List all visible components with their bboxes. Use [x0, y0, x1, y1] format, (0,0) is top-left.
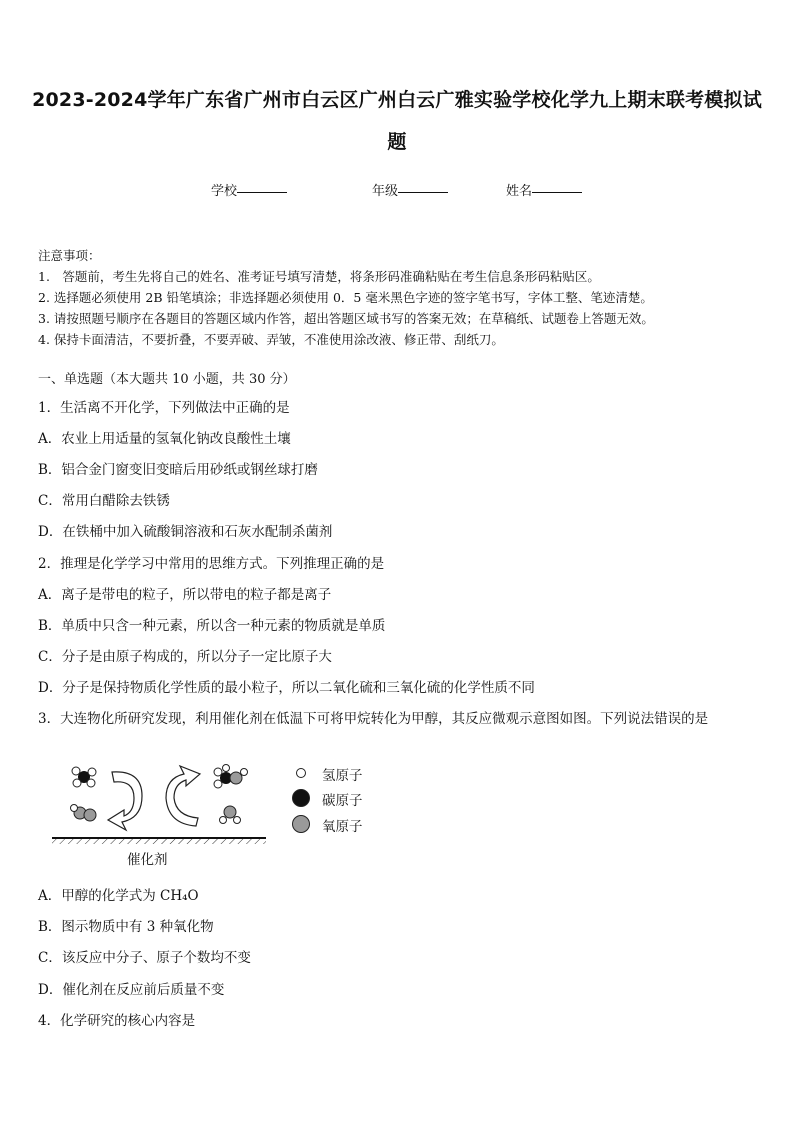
oxygen-molecule	[71, 805, 97, 822]
hydrogen-atom-icon	[296, 768, 306, 778]
answer-option: A．离子是带电的粒子，所以带电的粒子都是离子	[38, 587, 332, 603]
name-blank	[532, 180, 582, 193]
section-title: 一、单选题（本大题共 10 小题，共 30 分）	[38, 372, 296, 387]
answer-option: C．分子是由原子构成的，所以分子一定比原子大	[38, 649, 332, 665]
answer-option: C．该反应中分子、原子个数均不变	[38, 950, 251, 966]
notice-item: 1. 答题前，考生先将自己的姓名、准考证号填写清楚，将条形码准确粘贴在考生信息条形码粘贴区。	[38, 269, 600, 284]
notice-item: 4. 保持卡面清洁，不要折叠，不要弄破、弄皱，不准使用涂改液、修正带、刮纸刀。	[38, 332, 504, 347]
oxygen-atom-icon	[292, 815, 310, 833]
question-stem: 4．化学研究的核心内容是	[38, 1013, 196, 1029]
methane-molecule	[72, 767, 96, 787]
answer-option: B．铝合金门窗变旧变暗后用砂纸或钢丝球打磨	[38, 462, 318, 478]
question-stem: 3．大连物化所研究发现，利用催化剂在低温下可将甲烷转化为甲醇，其反应微观示意图如图。下列说法错误的是	[38, 711, 709, 727]
school-blank	[237, 180, 287, 193]
answer-option: D．分子是保持物质化学性质的最小粒子，所以二氧化硫和三氧化硫的化学性质不同	[38, 680, 535, 696]
answer-option: B．图示物质中有 3 种氧化物	[38, 919, 214, 935]
question-stem: 1．生活离不开化学，下列做法中正确的是	[38, 400, 290, 416]
school-field: 学校	[211, 180, 237, 199]
name-field: 姓名	[506, 180, 532, 199]
catalyst-surface	[52, 838, 266, 844]
answer-option: D．催化剂在反应前后质量不变	[38, 982, 225, 998]
catalyst-label: 催化剂	[127, 852, 168, 868]
methanol-molecule	[214, 765, 248, 789]
answer-option: B．单质中只含一种元素，所以含一种元素的物质就是单质	[38, 618, 386, 634]
answer-option: C．常用白醋除去铁锈	[38, 493, 170, 509]
answer-option: A．农业上用适量的氢氧化钠改良酸性土壤	[38, 431, 291, 447]
curved-arrow-icon	[166, 766, 200, 826]
title-line-2: 题	[387, 131, 407, 153]
question-stem: 2．推理是化学学习中常用的思维方式。下列推理正确的是	[38, 556, 385, 572]
exam-page: 2023-2024学年广东省广州市白云区广州白云广雅实验学校化学九上期末联考模拟试 题 学校 年级 姓名 注意事项： 1. 答题前，考生先将自己的姓名、准考证号填写清楚，将条形码准确粘贴在考生信息条形码粘贴区。 2. 选择题必须使用 2B 铅笔填涂；非选择题必须使用 0．5 毫米黑色字迹的签字笔书写，字体工整、笔迹清楚。 3. 请按照题号顺序在各题目的答题区域内作答，超出答题区域书写的答案无效；在草稿纸、试题卷上答题无效。 4. 保持卡面清洁，不要折叠，不要弄破、弄皱，不准使用涂改液、修正带、刮纸刀。 一、单选题（本大题共 10 小题，共 30 分） 1．生活离不开化学，下列做法中正确的是 A．农业上用适量的氢氧化钠改良酸性土壤 B．铝合金门窗变旧变暗后用砂纸或钢丝球打磨 C．常用白醋除去铁锈 D．在铁桶中加入硫酸铜溶液和石灰水配制杀菌剂 2．推理是化学学习中常用的思维方式。下列推理正确的是 A．离子是带电的粒子，所以带电的粒子都是离子 B．单质中只含一种元素，所以含一种元素的物质就是单质 C．分子是由原子构成的，所以分子一定比原子大 D．分子是保持物质化学性质的最小粒子，所以二氧化硫和三氧化硫的化学性质不同 3．大连物化所研究发现，利用催化剂在低温下可将甲烷转化为甲醇，其反应微观示意图如图。下列说法错误的是 氢原子 碳原子 氧原子 催化剂 A．甲醇的化学式为 CH₄O B．图示物质中有 3 种氧化物 C．该反应中分子、原子个数均不变 D．催化剂在反应前后质量不变 4．化学研究的核心内容是	[0, 0, 794, 1123]
notice-item: 2. 选择题必须使用 2B 铅笔填涂；非选择题必须使用 0．5 毫米黑色字迹的签字笔书写，字体工整、笔迹清楚。	[38, 290, 653, 305]
water-molecule	[220, 806, 241, 824]
curved-arrow-icon	[108, 772, 142, 830]
title-line-1: 2023-2024学年广东省广州市白云区广州白云广雅实验学校化学九上期末联考模拟试	[32, 89, 762, 111]
exam-title	[30, 82, 764, 160]
answer-option: D．在铁桶中加入硫酸铜溶液和石灰水配制杀菌剂	[38, 524, 333, 540]
carbon-atom-icon	[292, 789, 310, 807]
notice-item: 3. 请按照题号顺序在各题目的答题区域内作答，超出答题区域书写的答案无效；在草稿纸、试题卷上答题无效。	[38, 311, 654, 326]
answer-option: A．甲醇的化学式为 CH₄O	[38, 888, 199, 904]
notice-heading: 注意事项：	[38, 248, 101, 263]
grade-field: 年级	[372, 180, 398, 199]
notice-block	[38, 245, 758, 350]
grade-blank	[398, 180, 448, 193]
